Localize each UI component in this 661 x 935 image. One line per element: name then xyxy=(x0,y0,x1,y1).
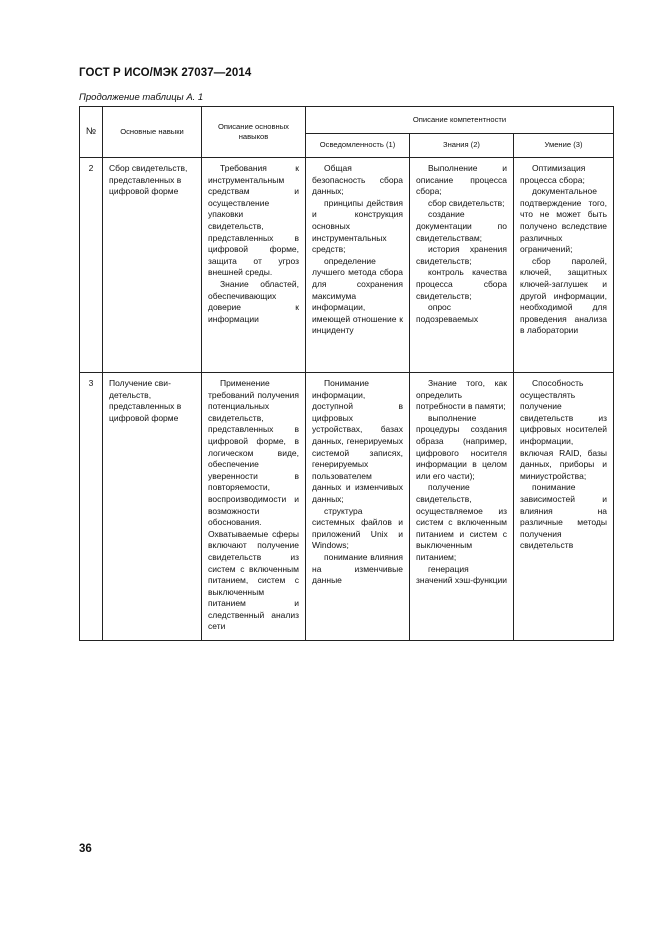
paragraph: сбор свидетельств; xyxy=(428,197,505,208)
paragraph: сбор паролей, ключей, защитных ключей-заглушек и другой информации, необходимой для проведения анализа в лаборатории xyxy=(520,255,607,336)
header-ability: Умение (3) xyxy=(514,134,614,158)
document-title: ГОСТ Р ИСО/МЭК 27037—2014 xyxy=(79,67,252,79)
table-row xyxy=(80,373,614,641)
header-knowledge: Знания (2) xyxy=(410,134,514,158)
paragraph: создание документации по свидетельствам; xyxy=(416,209,507,243)
paragraph: определение лучшего метода сбора для сохранения максимума информации, имеющей отношение к инциденту xyxy=(312,255,403,336)
skill-description xyxy=(202,158,306,373)
header-skills-description: Описание основных навыков xyxy=(202,107,306,158)
paragraph: Знание того, как определить потребности в памяти; xyxy=(416,378,507,412)
row-number: 3 xyxy=(80,373,103,641)
awareness-cell xyxy=(306,373,410,641)
paragraph: история хранения свидетельств; xyxy=(416,244,507,266)
paragraph: принципы действия и конструкция основных инструментальных средств; xyxy=(312,197,403,255)
paragraph: Общая безопасность сбора данных; xyxy=(312,163,403,197)
paragraph: документальное подтверждение того, что не может быть получено вследствие различных ограничений; xyxy=(520,186,607,255)
paragraph: Способность осуществлять получение свидетельств из цифровых носителей информации, включая RAID, базы данных, приборы и миниустройства; xyxy=(520,378,607,481)
skill-name: Получение свидетельств, представленных в цифровой форме xyxy=(103,373,202,641)
paragraph: получение свидетельств, осуществляемое из систем с включенным питанием и систем с выключенным питанием; xyxy=(416,482,507,562)
skill-description xyxy=(202,373,306,641)
knowledge-cell xyxy=(410,373,514,641)
header-competence: Описание компетентности xyxy=(306,107,614,134)
row-number: 2 xyxy=(80,158,103,373)
paragraph: выполнение процедуры создания образа (например, цифрового носителя информации в целом или его части); xyxy=(416,412,507,481)
header-awareness: Осведомленность (1) xyxy=(306,134,410,158)
paragraph: генерация значений хэш-функции xyxy=(416,563,508,586)
header-num: № xyxy=(80,107,103,158)
ability-cell xyxy=(514,158,614,373)
paragraph: Требования к инструментальным средствам и осуществление упаковки свидетельств, представленных в цифровой форме, защита от угроз внешней среды. xyxy=(208,163,299,278)
paragraph: контроль качества процесса сбора свидетельств; xyxy=(416,267,507,301)
paragraph: структура системных файлов и приложений Unix и Windows; xyxy=(312,505,403,551)
paragraph: Оптимизация процесса сбора; xyxy=(520,163,586,185)
awareness-cell xyxy=(306,158,410,373)
paragraph: опрос подозреваемых xyxy=(416,302,479,324)
paragraph: Понимание информации, доступной в цифровых устройствах, базах данных, генерируемых системой записях, генерируемых пользователем данных и изменчивых данных; xyxy=(312,378,403,504)
paragraph: Выполнение и описание процесса сбора; xyxy=(416,163,507,197)
competence-table xyxy=(79,106,614,641)
table-row xyxy=(80,158,614,373)
header-skills: Основные навыки xyxy=(103,107,202,158)
paragraph: Применение требований получения потенциальных свидетельств, представленных в цифровой форме, в логическом виде, обеспечение уверенности в повторяемости, воспроизводимости и возможности обоснования. Охватываемые сферы включают получение свидетельств из систем с включенным питанием, систем с выключенным питанием и следственный анализ сети xyxy=(208,378,299,632)
paragraph: Знание областей, обеспечивающих доверие к информации xyxy=(208,278,299,324)
ability-cell xyxy=(514,373,614,641)
page-number: 36 xyxy=(79,843,92,855)
knowledge-cell xyxy=(410,158,514,373)
skill-name: Сбор свидетельств, представленных в цифровой форме xyxy=(103,158,202,373)
paragraph: понимание влияния на изменчивые данные xyxy=(312,551,403,586)
table-caption: Продолжение таблицы А. 1 xyxy=(79,92,204,103)
paragraph: понимание зависимостей и влияния на различные методы получения свидетельств xyxy=(520,482,607,551)
